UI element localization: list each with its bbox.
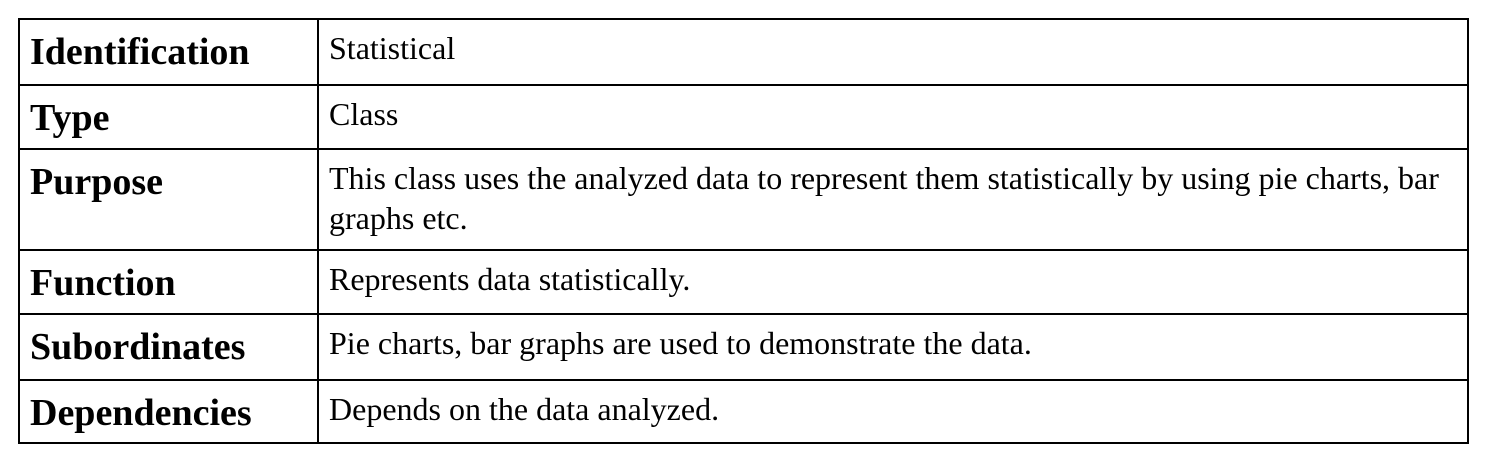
table-row-subordinates <box>19 314 1468 380</box>
function-label: Function <box>19 250 318 314</box>
type-value: Class <box>318 85 1468 149</box>
dependencies-label: Dependencies <box>19 380 318 443</box>
identification-value: Statistical <box>318 19 1468 85</box>
identification-label: Identification <box>19 19 318 85</box>
component-spec-table <box>18 18 1469 444</box>
subordinates-label: Subordinates <box>19 314 318 380</box>
function-value: Represents data statistically. <box>318 250 1468 314</box>
table-row-function <box>19 250 1468 314</box>
table-row-dependencies <box>19 380 1468 443</box>
type-label: Type <box>19 85 318 149</box>
dependencies-value: Depends on the data analyzed. <box>318 380 1468 443</box>
subordinates-value: Pie charts, bar graphs are used to demonstrate the data. <box>318 314 1468 380</box>
purpose-value: This class uses the analyzed data to represent them statistically by using pie charts, bar graphs etc. <box>318 149 1468 250</box>
table-row-type <box>19 85 1468 149</box>
table-row-purpose <box>19 149 1468 250</box>
purpose-label: Purpose <box>19 149 318 250</box>
table-row-identification <box>19 19 1468 85</box>
